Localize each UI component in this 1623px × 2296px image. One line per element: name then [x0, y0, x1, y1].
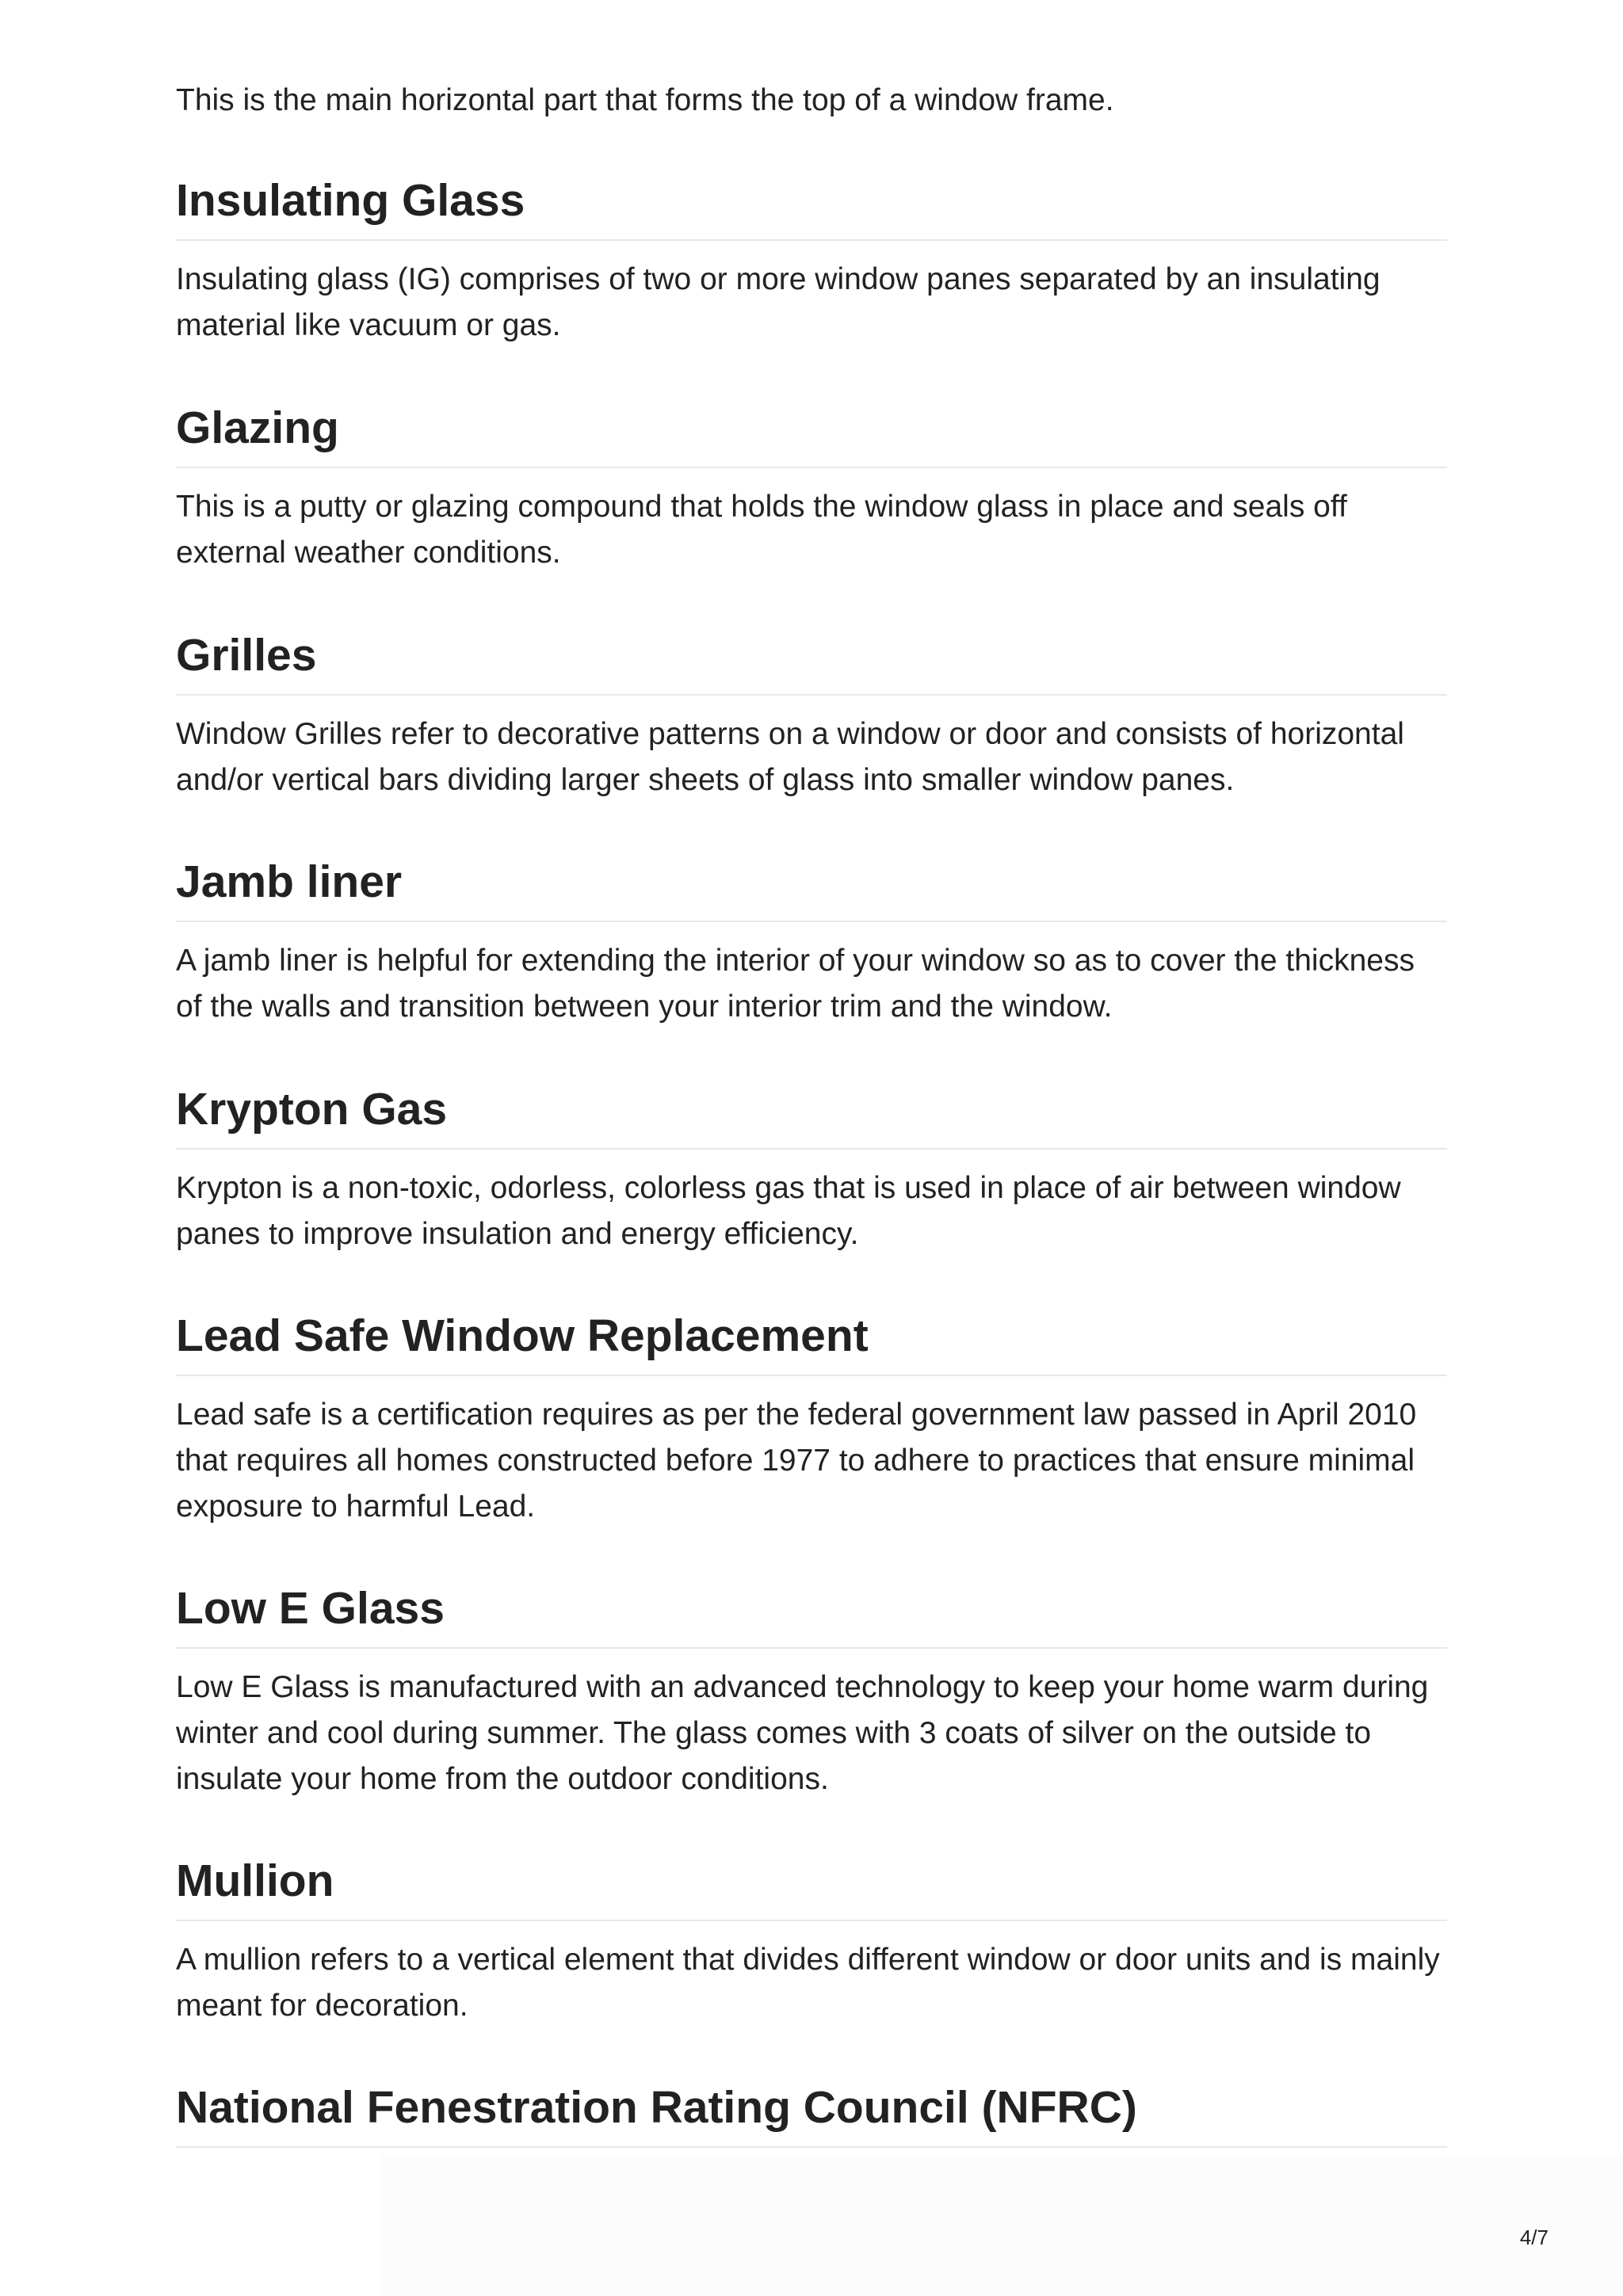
intro-paragraph: This is the main horizontal part that forms the top of a window frame.	[176, 83, 1114, 117]
section-heading: Krypton Gas	[176, 1084, 448, 1135]
section-heading: Insulating Glass	[176, 175, 525, 226]
section-nfrc	[176, 2080, 1447, 2148]
heading-divider	[176, 239, 1447, 241]
section-lead-safe-window-replacement	[176, 1308, 1447, 1530]
heading-divider	[176, 1148, 1447, 1150]
heading-divider	[176, 921, 1447, 922]
section-heading: National Fenestration Rating Council (NFRC)	[176, 2082, 1137, 2133]
section-heading: Grilles	[176, 630, 317, 681]
section-paragraph: A jamb liner is helpful for extending the interior of your window so as to cover the thickness of the walls and transition between your interior trim and the window.	[176, 944, 1415, 1024]
section-low-e-glass	[176, 1581, 1447, 1802]
section-paragraph: Low E Glass is manufactured with an advanced technology to keep your home warm during winter and cool during summer. The glass comes with 3 coats of silver on the outside to insulate your home from the outdoor conditions.	[176, 1670, 1429, 1796]
page-number: 4/7	[1519, 2225, 1549, 2249]
heading-divider	[176, 1647, 1447, 1649]
section-krypton-gas	[176, 1081, 1447, 1257]
section-paragraph: A mullion refers to a vertical element that divides different window or door units and is mainly meant for decoration.	[176, 1943, 1440, 2023]
section-heading: Lead Safe Window Replacement	[176, 1310, 869, 1361]
section-heading: Jamb liner	[176, 856, 403, 907]
page-bottom-shade	[380, 2155, 1623, 2296]
heading-divider	[176, 694, 1447, 696]
heading-divider	[176, 467, 1447, 468]
heading-divider	[176, 1920, 1447, 1921]
heading-divider	[176, 1375, 1447, 1376]
section-insulating-glass	[176, 173, 1447, 349]
section-paragraph: Insulating glass (IG) comprises of two or more window panes separated by an insulating material like vacuum or gas.	[176, 262, 1381, 342]
section-grilles	[176, 627, 1447, 803]
section-paragraph: Lead safe is a certification requires as per the federal government law passed in April 2010 that requires all homes constructed before 1977 to adhere to practices that ensure minimal exposure to harmful Lead.	[176, 1398, 1417, 1524]
section-heading: Low E Glass	[176, 1583, 445, 1634]
section-heading: Mullion	[176, 1855, 334, 1906]
section-jamb-liner	[176, 854, 1447, 1030]
section-paragraph: Window Grilles refer to decorative patterns on a window or door and consists of horizontal and/or vertical bars dividing larger sheets of glass into smaller window panes.	[176, 717, 1404, 797]
heading-divider	[176, 2146, 1447, 2148]
section-glazing	[176, 400, 1447, 576]
section-paragraph: This is a putty or glazing compound that holds the window glass in place and seals off external weather conditions.	[176, 490, 1347, 570]
section-heading: Glazing	[176, 402, 339, 453]
section-mullion	[176, 1853, 1447, 2029]
section-paragraph: Krypton is a non-toxic, odorless, colorless gas that is used in place of air between window panes to improve insulation and energy efficiency.	[176, 1171, 1401, 1251]
